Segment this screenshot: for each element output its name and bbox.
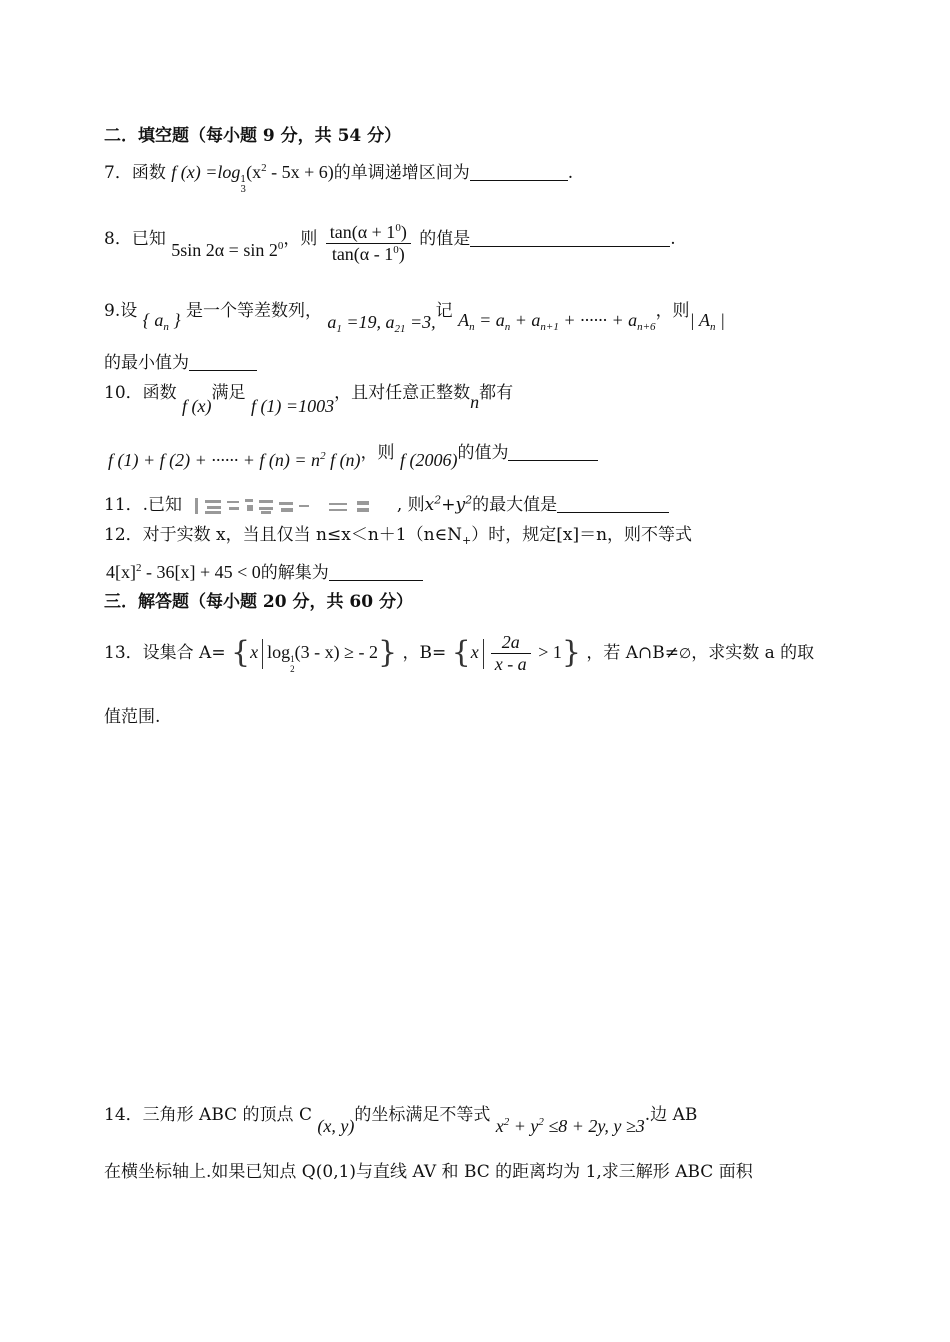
- q8-period: .: [670, 229, 676, 249]
- q12-text: 对于实数 x，当且仅当 $n\le x<n+1(n\in N_+)$时，规定[x]＝n，则不等式: [142, 525, 693, 547]
- q10-prompt: 的值为: [457, 443, 509, 463]
- q13-set-b-gt: > 1: [533, 642, 562, 662]
- q7-log-base: 1 3: [240, 175, 247, 195]
- q7-arg: $(x^2 - 5x + 6)$: [246, 162, 334, 182]
- q12-inequality: $4[x]^2 - 36[x] + 45 < 0$: [106, 562, 261, 582]
- q10-answer-blank[interactable]: [508, 442, 598, 461]
- q7-number: 7．: [104, 163, 132, 183]
- question-14: [104, 1100, 698, 1136]
- q7-period: .: [567, 163, 574, 183]
- q9-answer-blank[interactable]: [189, 352, 257, 371]
- q7-answer-blank[interactable]: [470, 162, 568, 181]
- q8-fraction: $\frac{\tan(\alpha + 1^0)}{\tan(\alpha - 1^0)}$: [326, 222, 411, 265]
- q11-expression: $x^2+y^2$: [424, 493, 473, 515]
- section-three-title: 三．解答题（每小题 20 分，共 60 分）: [104, 592, 413, 612]
- question-10: [104, 378, 514, 416]
- q14-coordinate: (x, y): [317, 1116, 355, 1136]
- question-9: [104, 296, 725, 335]
- q13-ask-cont: 值范围.: [104, 707, 161, 727]
- q8-text: 已知: [131, 229, 166, 249]
- q10-function: f (x): [182, 396, 212, 416]
- q10-target: f (2006): [399, 450, 458, 470]
- q8-then: ，则: [283, 229, 318, 249]
- q9-prompt: 的最小值为: [104, 353, 189, 373]
- q14-number: 14．: [104, 1105, 143, 1125]
- question-13-cont: [104, 702, 160, 727]
- q9-text: 设: [120, 301, 138, 321]
- q9-sum-def: $A_n = a_n + a_{n+1}$ + ······ + $a_{n+6}$: [458, 310, 656, 333]
- q8-equation: 5sin $2\alpha = \sin 2^0$: [171, 240, 284, 260]
- q13-set-a-label: 设集合 A=: [142, 643, 226, 663]
- q13-set-a-var: x: [250, 642, 259, 662]
- q13-ask: ，求实数 a 的取: [691, 643, 815, 663]
- question-9-cont: [104, 348, 257, 373]
- q14-text-cont: 在横坐标轴上.如果已知点 Q(0,1)与直线 AV 和 BC 的距离均为 1,求三解形 ABC 面积: [104, 1162, 753, 1182]
- q13-condition: ，若 A∩B≠: [586, 643, 680, 663]
- q10-n: n: [470, 392, 480, 412]
- question-10-cont: [108, 438, 598, 470]
- q11-number: 11．: [104, 495, 143, 515]
- question-13: 13．设集合 A= {x log1 2(3 - x) ≥ - 2} ，B= {x $\frac{2a}{x - a}$ > 1} ，若 A∩B≠∅，求实数 a 的取: [104, 632, 815, 674]
- q8-prompt: 的值是: [419, 229, 471, 249]
- q11-then: , 则: [396, 495, 425, 515]
- q8-answer-blank[interactable]: [470, 228, 670, 247]
- q13-set-b-fraction: $\frac{2a}{x - a}$: [491, 632, 531, 675]
- q9-then: ，则: [655, 301, 690, 321]
- q10-have: 都有: [479, 383, 514, 403]
- q10-f1: f (1) =1003: [250, 396, 335, 416]
- question-12-cont: [106, 558, 423, 583]
- q9-desc: 是一个等差数列，: [185, 301, 322, 321]
- q13-set-b-var: x: [470, 642, 479, 662]
- q13-set-a-cond: log1 2(3 - x) ≥ - 2: [267, 642, 378, 674]
- q13-empty-set: ∅: [679, 647, 692, 662]
- question-7: [104, 158, 573, 195]
- q10-condition: ，且对任意正整数: [334, 383, 471, 403]
- q11-answer-blank[interactable]: [557, 494, 669, 513]
- q7-prompt: 的单调递增区间为: [333, 163, 470, 183]
- q10-then: ，则: [360, 443, 395, 463]
- q13-number: 13．: [104, 643, 143, 663]
- q9-note: 记: [435, 301, 453, 321]
- question-8: [104, 222, 676, 265]
- section-two-heading: [104, 121, 401, 146]
- q10-number: 10．: [104, 383, 143, 403]
- q11-text: .已知: [142, 495, 183, 515]
- q9-sequence: { $a_n$ }: [142, 310, 181, 333]
- q12-number: 12．: [104, 525, 143, 545]
- q14-cond-text: 的坐标满足不等式: [354, 1105, 491, 1125]
- q8-number: 8．: [104, 229, 132, 249]
- q14-inequality: $x^2 + y^2 \le 8 + 2y$, y ≥3: [495, 1116, 645, 1136]
- q9-condition: $a_1 =19$, $a_{21} =3$,: [327, 312, 436, 335]
- q10-satisfy: 满足: [211, 383, 246, 403]
- section-two-title: 二．填空题（每小题 9 分，共 54 分）: [104, 126, 402, 146]
- question-12: [104, 520, 692, 547]
- question-11: [104, 490, 669, 517]
- q14-edge: .边 AB: [644, 1105, 698, 1125]
- q9-number: 9.: [104, 301, 121, 321]
- q10-text: 函数: [142, 383, 177, 403]
- q7-function: f (x) =log: [171, 162, 241, 182]
- question-14-cont: [104, 1157, 753, 1182]
- q10-sum: f (1) + f (2) + ······ + f $(n) = n^2$ f (n): [108, 450, 361, 470]
- q14-text: 三角形 ABC 的顶点 C: [142, 1105, 312, 1125]
- q13-set-b-label: ，B=: [402, 643, 447, 663]
- q11-garbled-formula-image: [193, 495, 385, 517]
- section-three-heading: [104, 587, 413, 612]
- q9-abs: | $A_n$ |: [689, 310, 725, 333]
- q12-prompt: 的解集为: [260, 563, 329, 583]
- q12-answer-blank[interactable]: [329, 562, 423, 581]
- q7-text: 函数: [131, 163, 166, 183]
- q11-prompt: 的最大值是: [472, 495, 558, 515]
